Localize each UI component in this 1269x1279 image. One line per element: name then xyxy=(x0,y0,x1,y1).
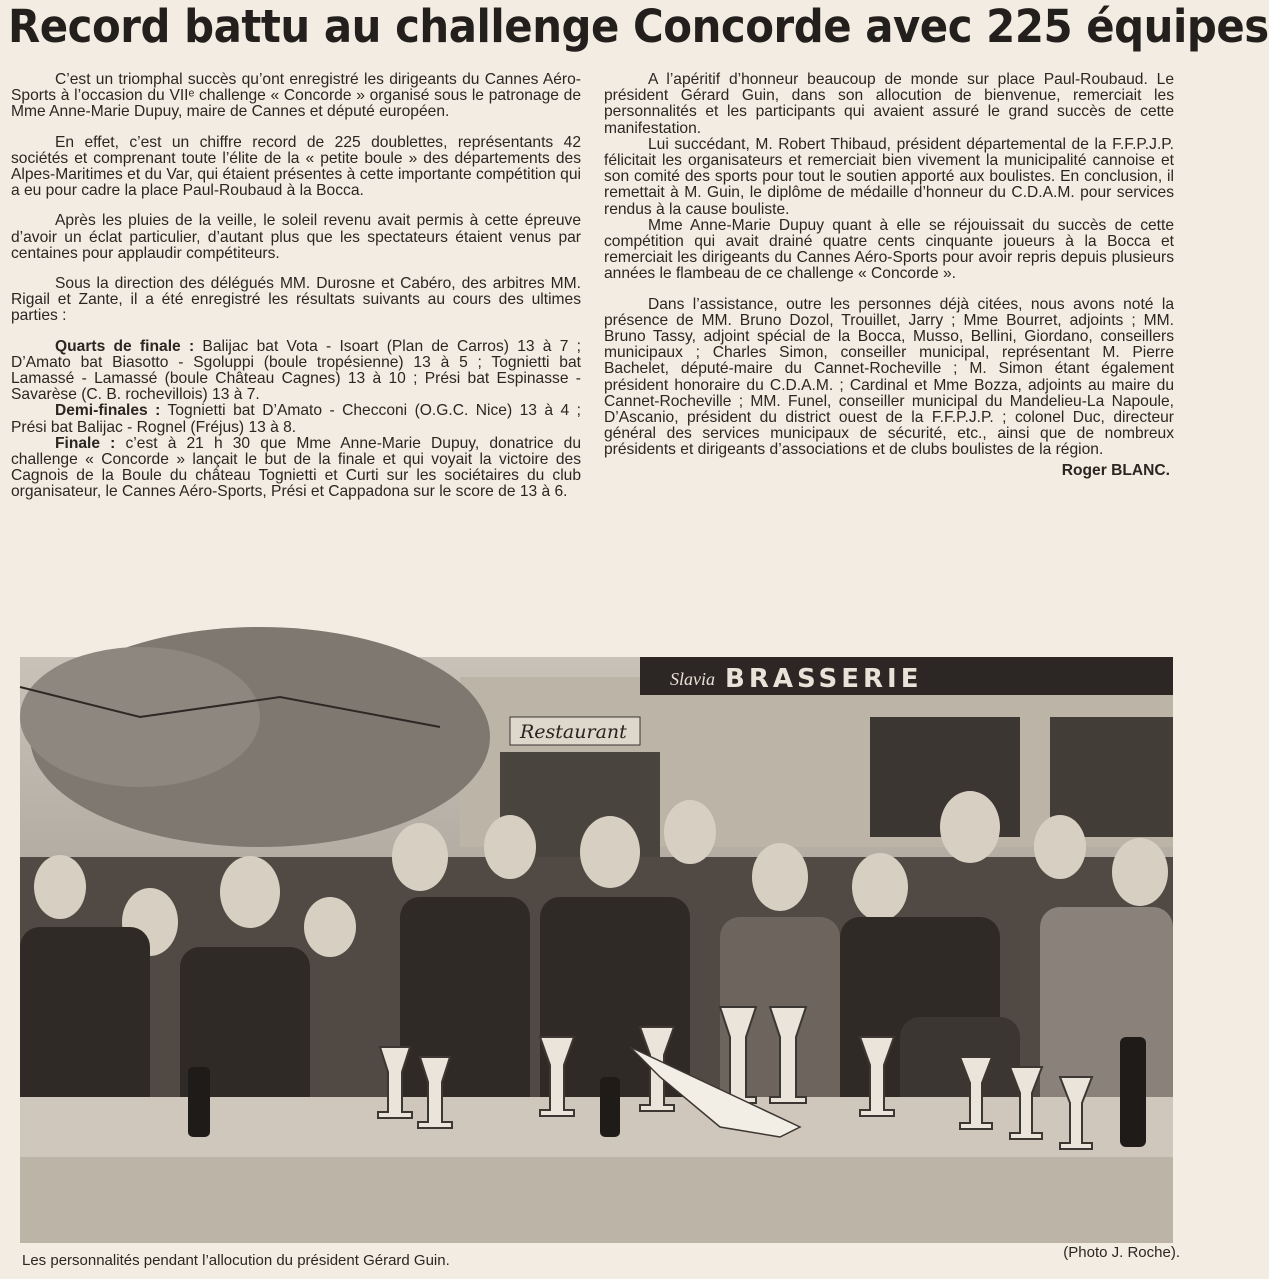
paragraph: A l’apéritif d’honneur beaucoup de monde sur place Paul-Roubaud. Le président Gérard Guin, dans son allocution de bienvenue, remerciait les personnalités et les participants qui avaient assuré le grand succès de cette manifestation. xyxy=(604,71,1174,137)
results-label: Demi-finales : xyxy=(55,402,161,420)
results-text: c’est à 21 h 30 que Mme Anne-Marie Dupuy, donatrice du challenge « Concorde » lançait le but de la finale et qui voyait la victoire des Cagnois de la Boule du château Tognietti et Curti sur les sociétaires du club organisateur, le Cannes Aéro-Sports, Prési et Cappadona sur le score de 13 à 6. xyxy=(11,434,581,501)
results-text: Tognietti bat D’Amato - Checconi (O.G.C. Nice) 13 à 4 ; Prési bat Balijac - Rognel (Fréjus) 13 à 8. xyxy=(11,402,581,436)
author-signature: Roger BLANC. xyxy=(1061,461,1170,479)
results-semi-finals xyxy=(11,403,581,435)
paragraph: Sous la direction des délégués MM. Durosne et Cabéro, des arbitres MM. Rigail et Zante, il a été enregistré les résultats suivants au cours des ultimes parties : xyxy=(11,275,581,325)
paragraph: En effet, c’est un chiffre record de 225 doublettes, représentants 42 sociétés et comprenant toute l’élite de la « petite boule » des départements des Alpes-Maritimes et du Var, qui étaient présentes à cette importante compétition qui a eu pour cadre la place Paul-Roubaud à la Bocca. xyxy=(11,133,581,200)
paragraph: C’est un triomphal succès qu’ont enregistré les dirigeants du Cannes Aéro-Sports à l’occasion du VIIᵉ challenge « Concorde » organisé sous le patronage de Mme Anne-Marie Dupuy, maire de Cannes et député européen. xyxy=(11,71,581,121)
news-photo xyxy=(20,657,1173,1243)
restaurant-sign: Restaurant xyxy=(520,721,627,743)
photo-credit: (Photo J. Roche). xyxy=(1063,1244,1180,1261)
article-column-right xyxy=(604,72,1174,479)
paragraph: Lui succédant, M. Robert Thibaud, président départemental de la F.F.P.J.P. félicitait les organisateurs et remerciait bien vivement la municipalité cannoise et son comité des sports pour tout le soutien apporté aux boulistes. En conclusion, il remettait à M. Guin, le diplôme de médaille d’honneur du C.D.A.M. pour services rendus à la cause bouliste. xyxy=(604,135,1174,218)
results-label: Quarts de finale : xyxy=(55,337,195,355)
photo-illustration xyxy=(20,657,1173,1243)
article-column-left xyxy=(11,72,581,501)
results-text: Balijac bat Vota - Isoart (Plan de Carros) 13 à 7 ; D’Amato bat Biasotto - Sgoluppi (boule tropésienne) 13 à 5 ; Tognietti bat Lamassé - Lamassé (boule Château Cagnes) 13 à 10 ; Prési bat Espinasse - Savarèse (C. B. rochevillois) 13 à 7. xyxy=(11,337,581,404)
paragraph: Dans l’assistance, outre les personnes déjà citées, nous avons noté la présence de MM. Bruno Dozol, Trouillet, Jarry ; Mme Bourret, adjoints ; MM. Bruno Tassy, adjoint spécial de la Bocca, Musso, Bellini, Giordano, conseillers municipaux ; Charles Simon, conseiller municipal, représentant M. Pierre Bachelet, député-maire du Cannet-Rocheville ; M. Simon étant également président honoraire du C.D.A.M. ; Cardinal et Mme Bozza, adjoints au maire du Cannet-Rocheville ; MM. Funel, conseiller municipal du Mandelieu-La Napoule, D’Ascanio, président du district ouest de la F.F.P.J.P. ; colonel Duc, directeur général des services municipaux de sécurité, etc., ainsi que de nombreux présidents et dirigeants d’associations et de clubs boulistes de la région. xyxy=(604,295,1174,459)
headline: Record battu au challenge Concorde avec 225 équipes xyxy=(8,0,1269,53)
results-final xyxy=(11,436,581,501)
results-label: Finale : xyxy=(55,434,116,452)
results-quarter-finals xyxy=(11,339,581,404)
paragraph: Mme Anne-Marie Dupuy quant à elle se réjouissait du succès de cette compétition qui avait drainé quatre cents cinquante joueurs à la Bocca et remerciait les dirigeants du Cannes Aéro-Sports pour avoir repris depuis plusieurs années le flambeau de ce challenge « Concorde ». xyxy=(604,216,1174,283)
storefront-sign: BRASSERIE xyxy=(725,664,923,694)
paragraph: Après les pluies de la veille, le soleil revenu avait permis à cette épreuve d’avoir un éclat particulier, d’autant plus que les spectateurs étaient venus par centaines pour applaudir compétiteurs. xyxy=(11,212,581,262)
brand-sign: Slavia xyxy=(670,669,715,689)
photo-caption: Les personnalités pendant l’allocution du président Gérard Guin. xyxy=(22,1252,450,1269)
